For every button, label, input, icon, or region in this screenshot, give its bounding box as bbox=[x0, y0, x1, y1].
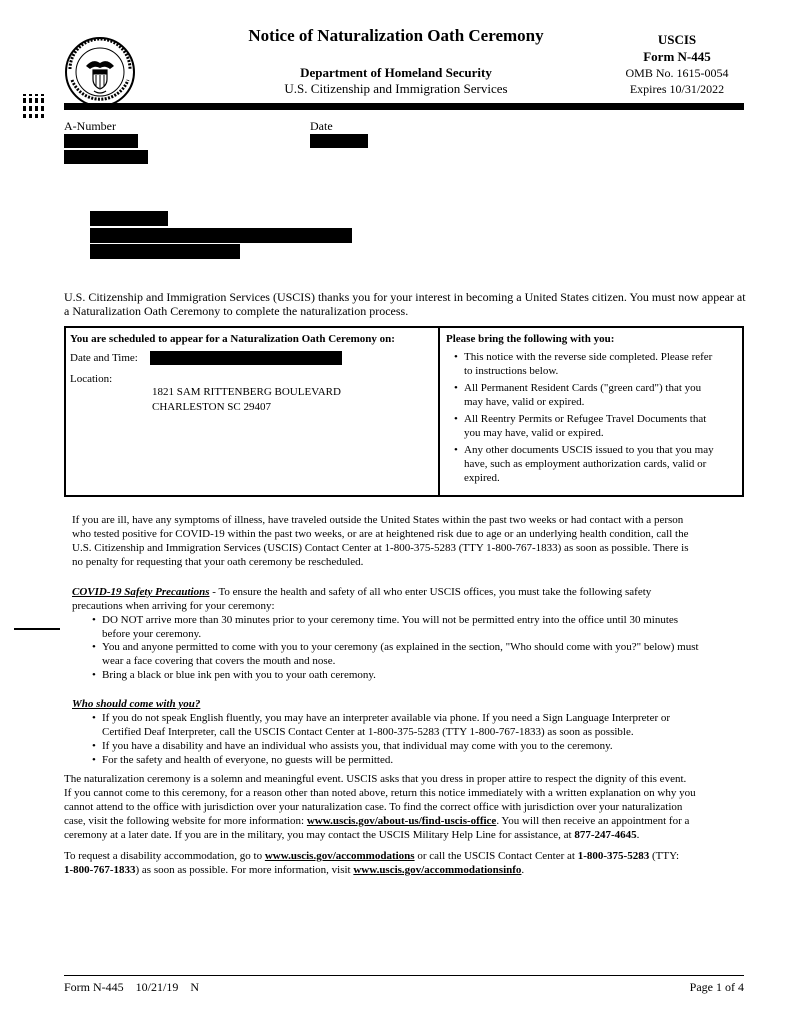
safety-item-line: You and anyone permitted to come with you to your ceremony (as explained in the section, "Who should come with you?" below) must bbox=[102, 641, 699, 653]
accommodations-info-link[interactable]: www.uscis.gov/accommodationsinfo bbox=[353, 864, 522, 876]
accommodation-text: or call the USCIS Contact Center at bbox=[414, 850, 578, 862]
department-name: Department of Homeland Security bbox=[300, 65, 492, 80]
contact-center-phone: 1-800-375-5283 bbox=[577, 850, 650, 862]
date-label: Date bbox=[310, 119, 333, 133]
bullet-icon: • bbox=[92, 740, 96, 752]
safety-intro-line: precautions when arriving for your ceremony: bbox=[72, 600, 275, 612]
redacted-street bbox=[90, 228, 352, 243]
bullet-icon: • bbox=[92, 641, 96, 653]
location-label: Location: bbox=[70, 373, 113, 385]
bring-item-line: Any other documents USCIS issued to you that you may bbox=[464, 444, 714, 456]
covid-notice-line: who tested positive for COVID-19 within the past two weeks, or are at heightened risk due to age or an underlying health condition, call the bbox=[72, 528, 689, 540]
bullet-icon: • bbox=[92, 754, 96, 766]
form-number: Form N-445 bbox=[643, 49, 711, 64]
safety-item-line: wear a face covering that covers the mouth and nose. bbox=[102, 655, 336, 667]
bullet-icon: • bbox=[92, 669, 96, 681]
schedule-box-divider bbox=[438, 326, 440, 497]
attire-line: cannot attend to the office with jurisdiction over your naturalization case. To find the correct office with jurisdiction over your naturalization bbox=[64, 801, 683, 813]
bullet-icon: • bbox=[92, 712, 96, 724]
redacted-a-number bbox=[64, 134, 138, 148]
accommodation-line bbox=[64, 864, 524, 877]
bring-item-line: to instructions below. bbox=[464, 365, 559, 377]
who-item-line: If you do not speak English fluently, you may have an interpreter available via phone. If you need a Sign Language Interpreter or bbox=[102, 712, 671, 724]
tty-phone: 1-800-767-1833 bbox=[64, 864, 136, 876]
date-time-label: Date and Time: bbox=[70, 352, 138, 364]
covid-notice-line: no penalty for requesting that your oath ceremony be rescheduled. bbox=[72, 556, 364, 568]
attire-text: . bbox=[636, 829, 640, 841]
accommodations-link[interactable]: www.uscis.gov/accommodations bbox=[264, 850, 415, 862]
accommodation-text: . bbox=[521, 864, 525, 876]
attire-line bbox=[64, 829, 639, 842]
safety-item-line: before your ceremony. bbox=[102, 628, 202, 640]
dhs-seal-image bbox=[64, 36, 136, 108]
find-office-link[interactable]: www.uscis.gov/about-us/find-uscis-office bbox=[306, 815, 497, 827]
bring-item-line: This notice with the reverse side completed. Please refer bbox=[464, 351, 713, 363]
bring-item-line: All Permanent Resident Cards ("green card") that you bbox=[464, 382, 702, 394]
accommodation-line bbox=[64, 850, 679, 863]
bullet-icon: • bbox=[454, 413, 458, 425]
bullet-icon: • bbox=[92, 614, 96, 626]
accommodation-text: (TTY: bbox=[649, 850, 680, 862]
header-rule bbox=[64, 103, 744, 110]
a-number-label: A-Number bbox=[64, 119, 116, 133]
redacted-a-number-2 bbox=[64, 150, 148, 164]
bring-heading: Please bring the following with you: bbox=[446, 333, 615, 345]
redacted-date bbox=[310, 134, 368, 148]
barcode-image bbox=[20, 94, 44, 118]
footer-rule bbox=[64, 975, 744, 976]
bullet-icon: • bbox=[454, 382, 458, 394]
bring-item-line: have, such as employment authorization cards, valid or bbox=[464, 458, 707, 470]
redacted-date-time bbox=[150, 351, 342, 365]
intro-paragraph: U.S. Citizenship and Immigration Services (USCIS) thanks you for your interest in becoming a United States citizen. You must now appear at a Naturalization Oath Ceremony to complete the naturalization process. bbox=[64, 290, 746, 318]
schedule-heading: You are scheduled to appear for a Naturalization Oath Ceremony on: bbox=[70, 333, 395, 345]
omb-number: OMB No. 1615-0054 bbox=[625, 66, 729, 80]
bring-item-line: may have, valid or expired. bbox=[464, 396, 585, 408]
bring-item-line: All Reentry Permits or Refugee Travel Documents that bbox=[464, 413, 707, 425]
bring-item-line: you may have, valid or expired. bbox=[464, 427, 604, 439]
attire-text: . You will then receive an appointment for a bbox=[496, 815, 690, 827]
bullet-icon: • bbox=[454, 444, 458, 456]
safety-intro bbox=[72, 586, 651, 599]
page-number: Page 1 of 4 bbox=[689, 980, 744, 994]
accommodation-text: To request a disability accommodation, go to bbox=[64, 850, 265, 862]
form-edition: Form N-445 10/21/19 N bbox=[64, 980, 199, 994]
who-item-line: If you have a disability and have an individual who assists you, that individual may come with you to the ceremony. bbox=[102, 740, 613, 752]
address-line-1: 1821 SAM RITTENBERG BOULEVARD bbox=[152, 386, 341, 398]
safety-heading: COVID-19 Safety Precautions bbox=[72, 586, 210, 598]
agency-short: USCIS bbox=[657, 32, 697, 47]
address-line-2: CHARLESTON SC 29407 bbox=[152, 401, 271, 413]
who-heading: Who should come with you? bbox=[72, 698, 201, 710]
accommodation-text: ) as soon as possible. For more information, visit bbox=[135, 864, 354, 876]
agency-name: U.S. Citizenship and Immigration Services bbox=[284, 81, 508, 96]
safety-intro-text: - To ensure the health and safety of all who enter USCIS offices, you must take the following safety bbox=[209, 586, 652, 598]
redacted-name bbox=[90, 211, 168, 226]
safety-item-line: DO NOT arrive more than 30 minutes prior to your ceremony time. You will not be permitted entry into the office until 30 minutes bbox=[102, 614, 679, 626]
safety-item-line: Bring a black or blue ink pen with you to your oath ceremony. bbox=[102, 669, 376, 681]
attire-text: ceremony at a later date. If you are in the military, you may contact the USCIS Military Help Line for assistance, at bbox=[64, 829, 575, 841]
margin-mark bbox=[14, 628, 60, 630]
redacted-city bbox=[90, 244, 240, 259]
bullet-icon: • bbox=[454, 351, 458, 363]
attire-line: If you cannot come to this ceremony, for a reason other than noted above, return this notice immediately with a written explanation on why you bbox=[64, 787, 696, 799]
covid-notice-line: U.S. Citizenship and Immigration Services (USCIS) Contact Center at 1-800-375-5283 (TTY 1-800-767-1833) as soon as possible. There is bbox=[72, 542, 689, 554]
who-item-line: Certified Deaf Interpreter, call the USCIS Contact Center at 1-800-375-5283 (TTY 1-800-767-1833) as soon as possible. bbox=[102, 726, 634, 738]
covid-notice-line: If you are ill, have any symptoms of illness, have traveled outside the United States within the past two weeks or had contact with a person bbox=[72, 514, 684, 526]
form-title: Notice of Naturalization Oath Ceremony bbox=[248, 26, 544, 45]
who-item-line: For the safety and health of everyone, no guests will be permitted. bbox=[102, 754, 394, 766]
bring-item-line: expired. bbox=[464, 472, 500, 484]
attire-line: The naturalization ceremony is a solemn and meaningful event. USCIS asks that you dress in proper attire to respect the dignity of this event. bbox=[64, 773, 687, 785]
attire-text: case, visit the following website for more information: bbox=[64, 815, 307, 827]
expiration-date: Expires 10/31/2022 bbox=[629, 82, 725, 96]
military-helpline-phone: 877-247-4645 bbox=[574, 829, 637, 841]
attire-line bbox=[64, 815, 689, 828]
